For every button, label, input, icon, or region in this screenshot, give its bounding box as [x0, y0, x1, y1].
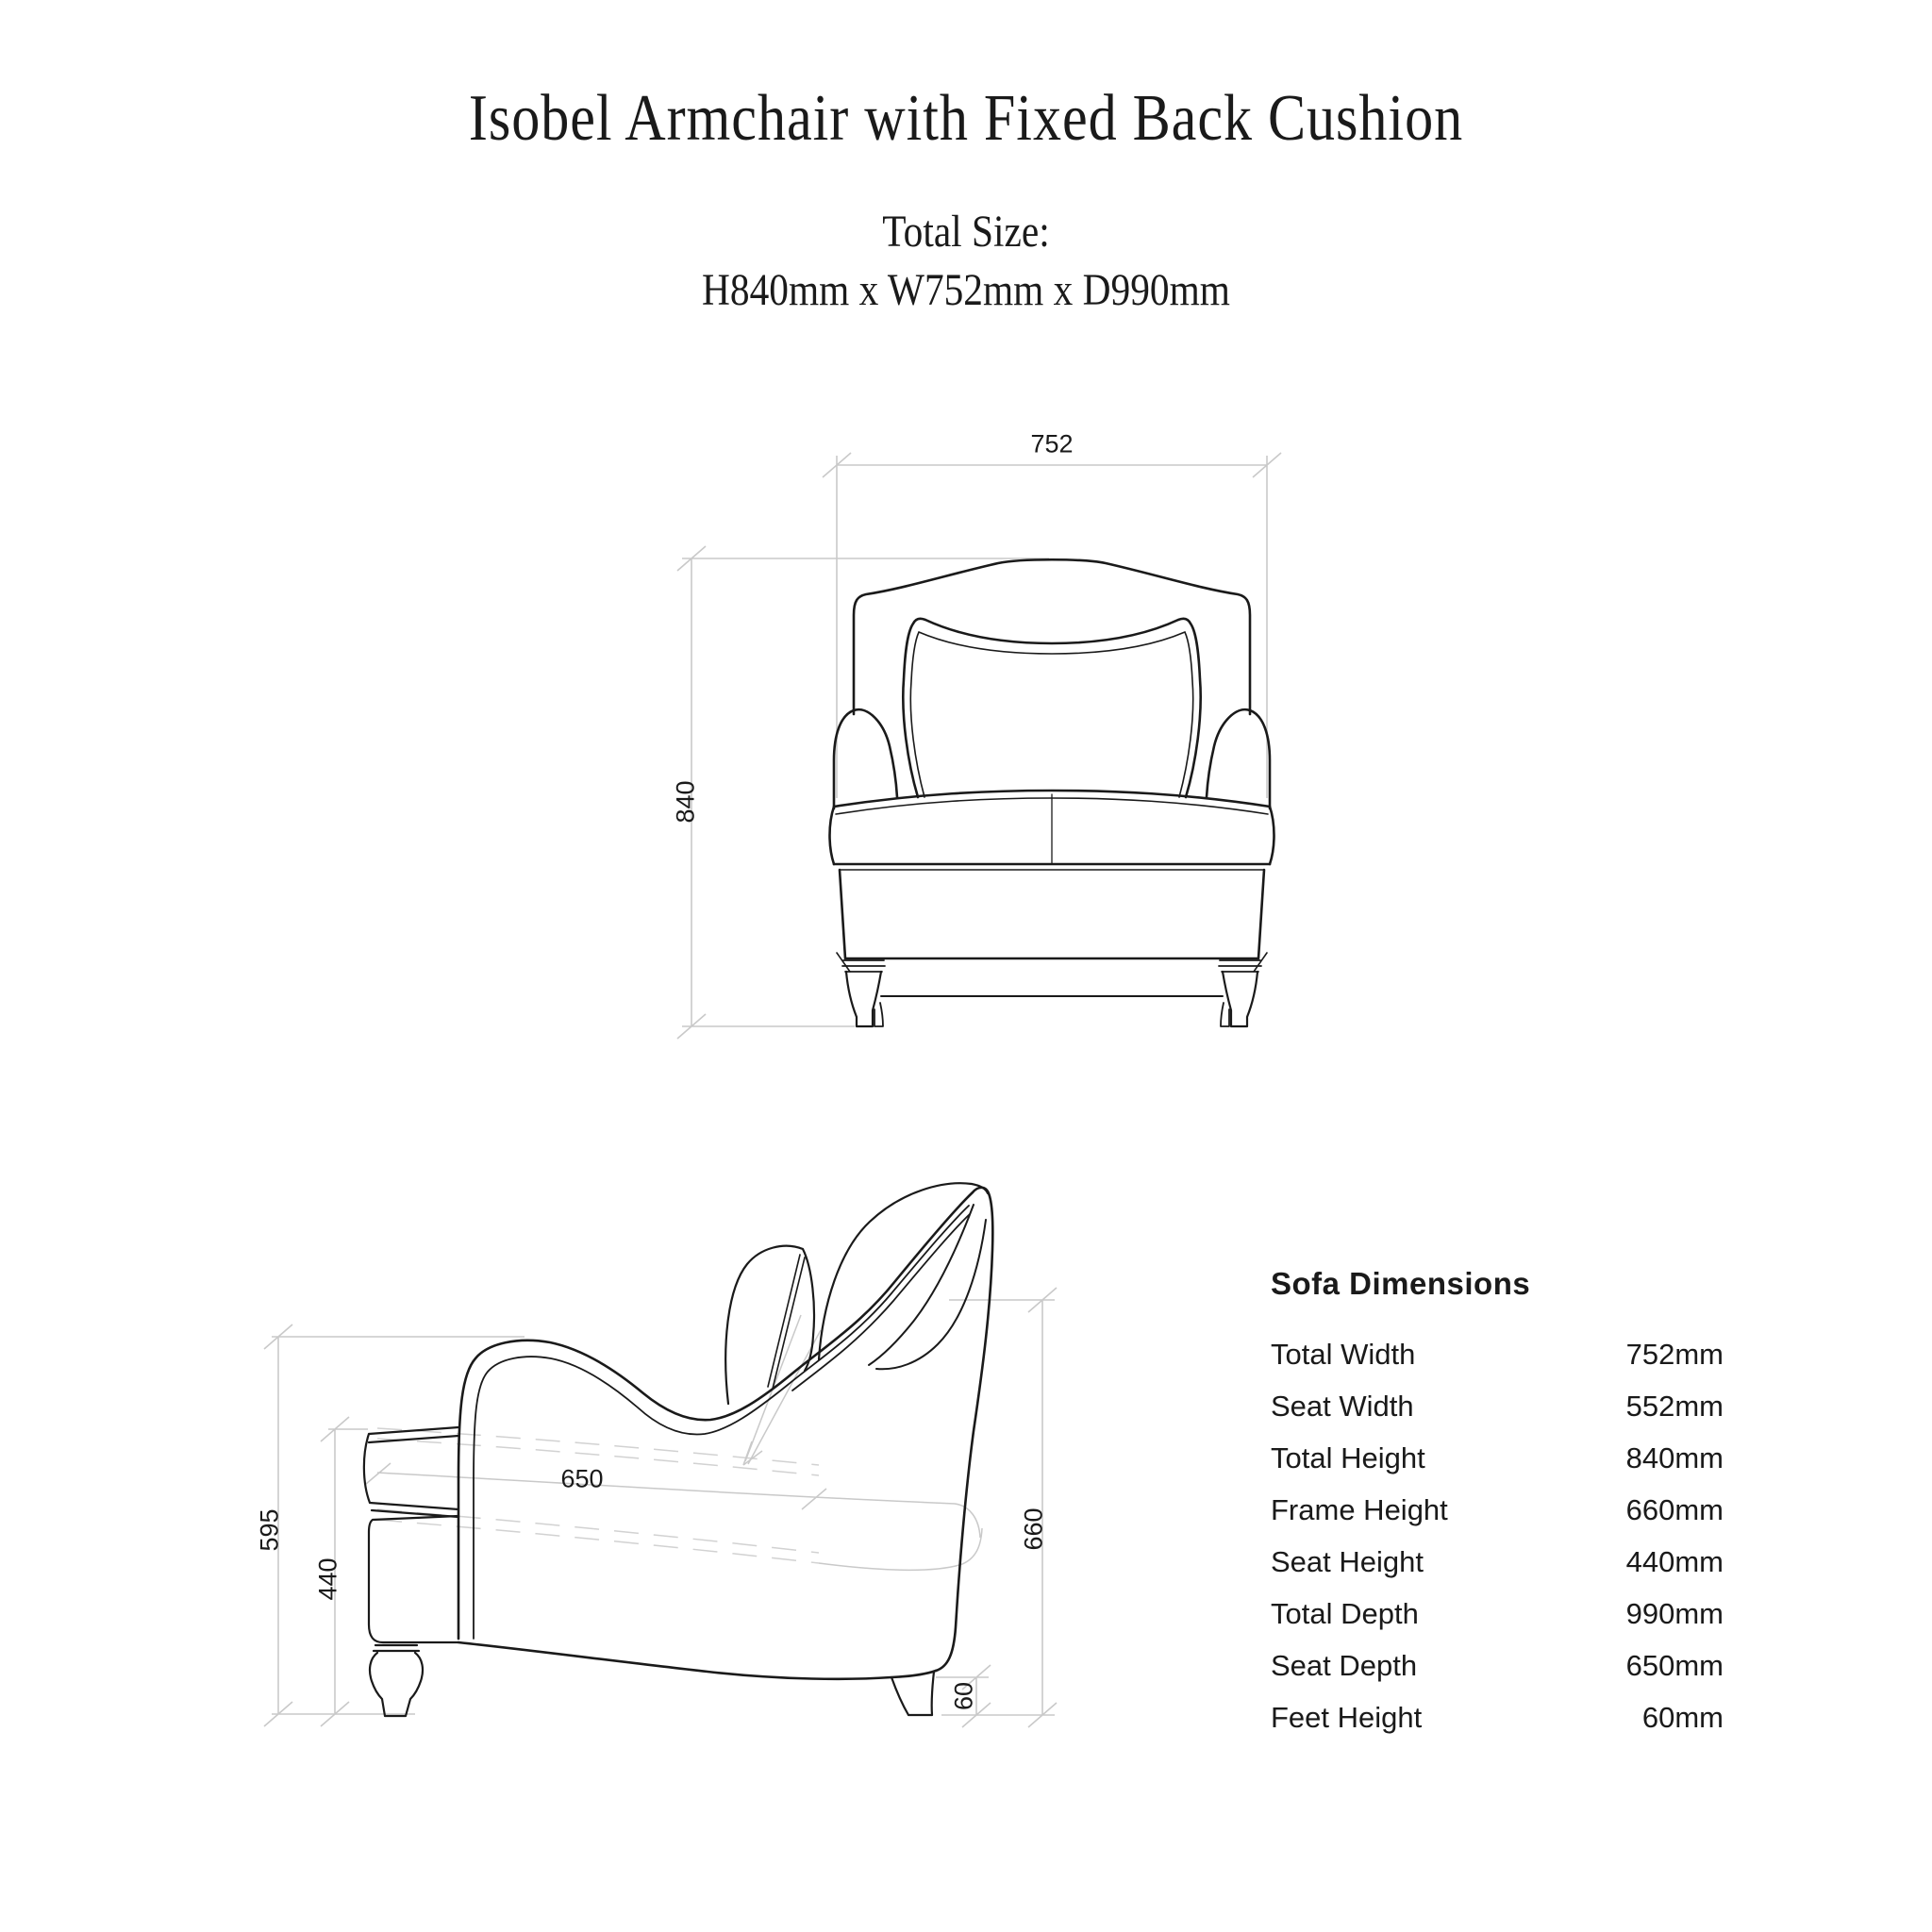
front-right-back-foot	[1221, 1003, 1229, 1026]
dimensions-table	[1271, 1266, 1724, 1755]
front-base-corners	[837, 953, 1267, 972]
side-back-cushion-face	[869, 1205, 974, 1365]
front-view-chair	[830, 559, 1274, 1026]
row-value: 440mm	[1625, 1545, 1724, 1578]
side-outline	[458, 1188, 992, 1671]
page-title: Isobel Armchair with Fixed Back Cushion	[468, 80, 1464, 155]
row-value: 660mm	[1625, 1493, 1724, 1526]
front-width-label: 752	[1030, 429, 1074, 458]
side-view-dimension-lines	[264, 1288, 1057, 1727]
side-seat-height-label: 440	[313, 1557, 342, 1601]
side-arm-height-dimension	[264, 1324, 525, 1726]
side-inner-sweep	[474, 1206, 969, 1639]
row-label: Seat Width	[1271, 1390, 1414, 1423]
side-front-leg	[370, 1645, 423, 1716]
front-right-leg	[1223, 972, 1257, 1026]
row-label: Seat Depth	[1271, 1649, 1418, 1682]
front-base	[840, 870, 1264, 958]
total-size-label: Total Size:	[882, 207, 1050, 257]
side-frame-height-label: 660	[1019, 1507, 1048, 1551]
side-back-piping	[792, 1214, 970, 1391]
row-label: Feet Height	[1271, 1701, 1423, 1734]
side-arm-height-label: 595	[255, 1508, 284, 1552]
row-label: Seat Height	[1271, 1545, 1424, 1578]
side-front-panel	[369, 1516, 458, 1642]
row-value: 60mm	[1641, 1701, 1724, 1734]
front-back-cushion-piping	[910, 632, 1192, 797]
front-right-arm	[1207, 709, 1270, 808]
front-left-arm	[834, 709, 897, 808]
row-label: Total Depth	[1271, 1597, 1419, 1630]
front-back-frame	[854, 559, 1250, 714]
front-left-back-foot	[874, 1003, 883, 1026]
table-row	[1271, 1340, 1724, 1369]
side-bottom-edge	[458, 1642, 936, 1679]
row-label: Total Width	[1271, 1338, 1416, 1371]
row-value: 840mm	[1625, 1441, 1724, 1474]
table-row	[1271, 1391, 1724, 1421]
front-view-dimension-lines	[677, 453, 1281, 1039]
side-seat-depth-label: 650	[560, 1464, 604, 1493]
side-feet-height-label: 60	[949, 1681, 978, 1711]
row-value: 650mm	[1625, 1649, 1724, 1682]
row-value: 552mm	[1625, 1390, 1724, 1423]
table-row	[1271, 1495, 1724, 1524]
front-width-dimension	[823, 453, 1281, 798]
side-view-chair	[364, 1183, 992, 1716]
row-label: Frame Height	[1271, 1493, 1448, 1526]
table-row	[1271, 1651, 1724, 1680]
row-value: 752mm	[1625, 1338, 1724, 1371]
row-value: 990mm	[1625, 1597, 1724, 1630]
total-size-value: H840mm x W752mm x D990mm	[702, 265, 1230, 315]
front-back-cushion	[903, 619, 1200, 797]
table-row	[1271, 1703, 1724, 1732]
front-left-leg	[846, 972, 881, 1026]
table-row	[1271, 1599, 1724, 1628]
table-row	[1271, 1547, 1724, 1576]
table-row	[1271, 1443, 1724, 1473]
table-title: Sofa Dimensions	[1271, 1266, 1531, 1301]
front-height-label: 840	[671, 780, 700, 824]
row-label: Total Height	[1271, 1441, 1425, 1474]
